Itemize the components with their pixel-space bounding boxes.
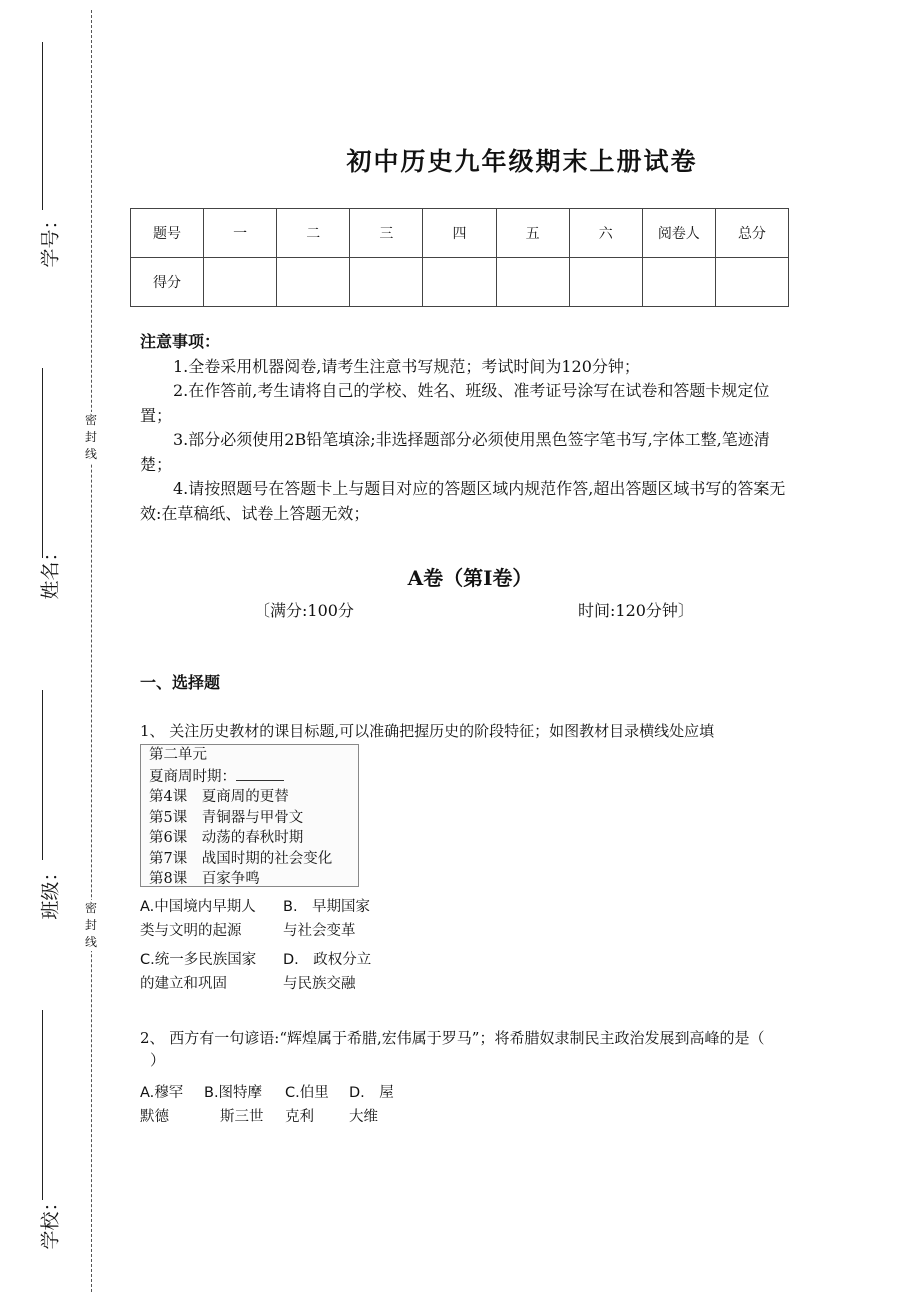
q1-option-d[interactable]: D. 政权分立 与民族交融 <box>283 952 372 992</box>
score-cell <box>423 258 496 307</box>
notice-item: 1.全卷采用机器阅卷,请考生注意书写规范；考试时间为120分钟； <box>173 356 640 376</box>
banji-line <box>42 690 43 860</box>
full-score: 〔满分:100分 <box>254 601 354 620</box>
score-cell <box>569 258 642 307</box>
toc-period: 夏商周时期： <box>141 766 358 788</box>
table-header-cell: 一 <box>204 209 277 258</box>
q1-option-b[interactable]: B. 早期国家 与社会变革 <box>283 899 371 939</box>
question-2-stem: 2、 西方有一句谚语:“辉煌属于希腊,宏伟属于罗马”；将希腊奴隶制民主政治发展到高峰的是（ ） <box>140 1029 765 1069</box>
notice-item: 4.请按照题号在答题卡上与题目对应的答题区域内规范作答,超出答题区域书写的答案无效:在草稿纸、试卷上答题无效； <box>140 479 786 523</box>
section-title: A卷（第I卷） <box>407 566 533 590</box>
table-header-cell: 六 <box>569 209 642 258</box>
notice-item: 3.部分必须使用2B铅笔填涂;非选择题部分必须使用黑色签字笔书写,字体工整,笔迹清楚； <box>140 430 770 474</box>
banji-label: 班级： <box>39 862 62 920</box>
q2-option-d[interactable]: D. 屋 大维 <box>349 1085 394 1125</box>
seal-text-lower: 密封线 <box>84 901 97 949</box>
toc-unit: 第二单元 <box>149 747 207 763</box>
score-table <box>130 208 789 307</box>
toc-lesson: 第7课 战国时期的社会变化 <box>149 850 333 867</box>
table-header-cell: 五 <box>496 209 569 258</box>
score-cell <box>277 258 350 307</box>
exam-time: 时间:120分钟〕 <box>578 601 694 620</box>
notice-heading: 注意事项： <box>140 332 221 351</box>
table-header-cell: 题号 <box>131 209 204 258</box>
q2-option-a[interactable]: A.穆罕 默德 <box>140 1085 184 1125</box>
q1-option-c[interactable]: C.统一多民族国家 的建立和巩固 <box>140 952 257 992</box>
score-cell <box>204 258 277 307</box>
binding-dashed-line <box>91 10 92 1292</box>
score-cell <box>715 258 788 307</box>
score-table-score-row <box>131 258 789 307</box>
q2-option-c[interactable]: C.伯里 克利 <box>285 1085 329 1125</box>
xuexiao-line <box>42 1010 43 1200</box>
table-header-cell: 三 <box>350 209 423 258</box>
xingming-line <box>42 368 43 558</box>
exam-title: 初中历史九年级期末上册试卷 <box>346 147 698 176</box>
notice-item: 2.在作答前,考生请将自己的学校、姓名、班级、准考证号涂写在试卷和答题卡规定位置； <box>140 381 770 425</box>
table-header-cell: 四 <box>423 209 496 258</box>
notice-block <box>140 330 790 526</box>
score-row-label: 得分 <box>131 258 204 307</box>
score-cell <box>350 258 423 307</box>
xuehao-line <box>42 42 43 210</box>
score-cell <box>642 258 715 307</box>
table-header-cell: 总分 <box>715 209 788 258</box>
seal-text-upper: 密封线 <box>84 413 97 461</box>
toc-lesson: 第6课 动荡的春秋时期 <box>149 830 304 846</box>
question-1-stem: 1、 关注历史教材的课目标题,可以准确把握历史的阶段特征；如图教材目录横线处应填 <box>140 722 715 740</box>
xingming-label: 姓名： <box>39 542 62 600</box>
part-title: 一、选择题 <box>140 673 221 692</box>
table-header-cell: 阅卷人 <box>642 209 715 258</box>
toc-lesson: 第4课 夏商周的更替 <box>149 789 289 805</box>
score-table-header-row <box>131 209 789 258</box>
xuehao-label: 学号： <box>39 210 62 268</box>
toc-lesson: 第8课 百家争鸣 <box>149 871 260 887</box>
q2-option-b[interactable]: B.图特摩 斯三世 <box>204 1085 264 1125</box>
xuexiao-label: 学校： <box>39 1192 62 1250</box>
toc-lesson: 第5课 青铜器与甲骨文 <box>149 809 304 826</box>
answer-blank <box>236 766 284 781</box>
textbook-toc-figure <box>140 744 359 887</box>
q1-option-a[interactable]: A.中国境内早期人 类与文明的起源 <box>140 899 256 939</box>
table-header-cell: 二 <box>277 209 350 258</box>
score-cell <box>496 258 569 307</box>
